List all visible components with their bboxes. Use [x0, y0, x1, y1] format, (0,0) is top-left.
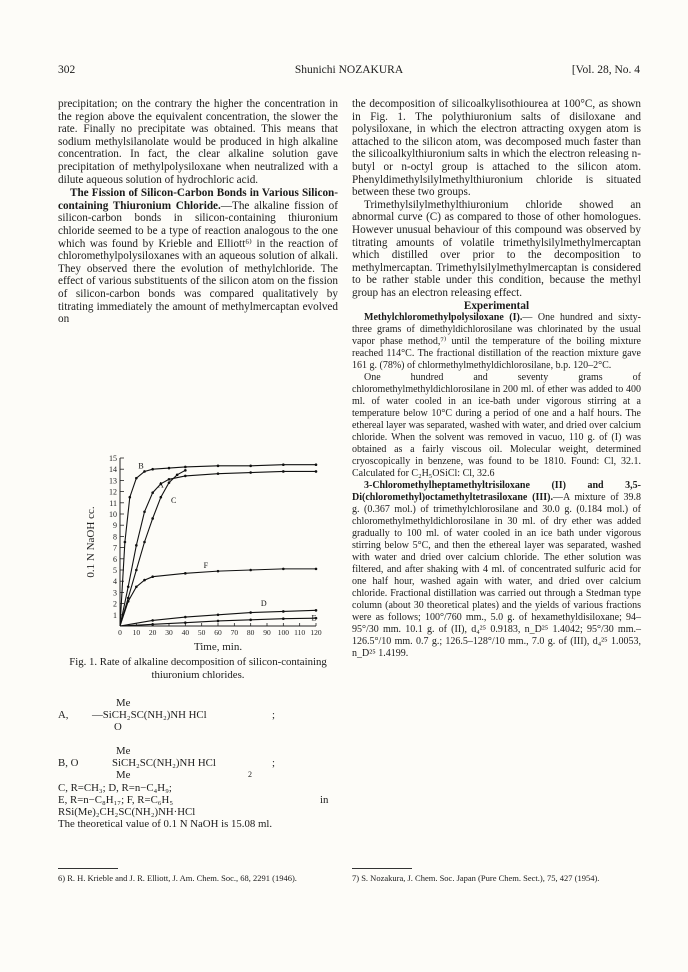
a-methyl-top: Me [116, 697, 131, 709]
y-axis-label: 0.1 N NaOH cc. [85, 506, 97, 578]
a-semicolon: ; [272, 709, 275, 721]
b-label: B, O [58, 757, 79, 769]
series-point-f [143, 579, 146, 582]
exp1-body: — One hundred and sixty-three grams of dimethyldichlorosilane was chlorinated by the usual vapor phase method,⁷⁾ until the temperature of the boiling mixture reached 114°C. The fractional distillation of the reaction mixture gave 161 g. (78%) of chlormethylmethyldichlorosilane, b.p. 120–2°C. [352, 312, 641, 372]
x-tick-label: 120 [310, 628, 322, 637]
exp3-body: —A mixture of 39.8 g. (0.367 mol.) of trimethylchlorosilane and 30.0 g. (0.184 mol.) of chloromethylmethyldichlorosilane in 30 ml. of dry ether was added gradually to 100 ml. of water cooled in an ice bath under vigorous stirring below 5°C, and then the ethereal layer was separated, washed with water and dried over calcium chloride. The ether solution was filtered, and after shaking with 4 ml. of concentrated sulfuric acid for one half hour, washed again with water, and dried over calcium chloride. Fractional distillation was carried out through a Stedman type column (about 30 theoretical plates) and the yields of various fractions were as follows; 100°/760 mm., 5.0 g. of hexamethyldisiloxane; 94–95°/30 mm. 10.1 g. of (II), d₄²⁵ 0.9183, n_D²⁵ 1.4042; 95°/30 mm.–126.5°/10 mm. 0.7 g.; 126.5–128°/10 mm., 7.0 g. of (III), d₄²⁵ 1.0053, n_D²⁵ 1.4199. [352, 492, 641, 660]
series-point-f [282, 568, 285, 571]
series-point-f [127, 600, 130, 603]
y-tick-label: 2 [113, 599, 117, 609]
series-point-b [282, 463, 285, 466]
line-e-f: E, R=n−C₈H₁₇; F, R=C₆H₅ [58, 794, 174, 806]
series-point-b [184, 466, 187, 469]
a-label: A, [58, 709, 69, 721]
exp-paragraph-2: One hundred and seventy grams of chloromethylmethyldichlorosilane in 200 ml. of ether was added to 400 ml. of water cooled in an ice-bath under vigorous stirring at a temperature below 10°C during a period of one and a half hours. The ethereal layer was separated, washed with water, and dried over calcium chloride. When the solvent was removed in vacuo, 110 g. of (I) was obtained as a fairly viscous oil. Molecular weight, determined cryoscopically in benzene, was found to be 1810. Found: Cl, 32.1. Calculated for C₂H₅OSiCl: Cl, 32.6 [352, 372, 641, 480]
y-tick-label: 11 [109, 498, 117, 508]
right-paragraph-2: Trimethylsilylmethylthiuronium chloride showed an abnormal curve (C) as compared to those of other homologues. However unusual behaviour of this compound was observed by titrating amounts of volatile trimethylsilylmethylmercaptan which distilled over prior to the decomposition to methylmercaptan. Trimethylsilylmethylmercaptan is considered to be rather stable under this condition, because the methyl group has an electron releasing effect. [352, 198, 641, 299]
series-point-c [143, 541, 146, 544]
running-author: Shunichi NOZAKURA [294, 64, 404, 76]
series-point-e [184, 621, 187, 624]
series-label-b: B [138, 461, 144, 471]
x-tick-label: 90 [263, 628, 271, 637]
series-point-a [151, 491, 154, 494]
series-point-a [143, 510, 146, 513]
y-tick-label: 15 [109, 454, 117, 463]
b-methyl-top: Me [116, 745, 131, 757]
series-point-a [249, 471, 252, 474]
series-label-f: F [203, 561, 209, 570]
series-point-d [249, 611, 252, 614]
left-paragraph-2 [58, 187, 338, 326]
footnote-rule-left [58, 868, 118, 869]
x-tick-label: 100 [277, 628, 289, 637]
x-tick-label: 60 [214, 628, 222, 637]
y-tick-label: 7 [113, 543, 117, 553]
left-paragraph-1: precipitation; on the contrary the higher the concentration in the region above the equivalent concentration, the slower the rate. Finally no precipitate was obtained. This means that sodium methylsilanolate would be produced in high alkaline concentration. In fact, the clear alkaline solution gave precipitation of methylpolysiloxane when neutralized with a dilute aqueous solution of hydrochloric acid. [58, 98, 338, 186]
series-point-a [315, 470, 318, 473]
x-tick-label: 30 [165, 628, 173, 637]
series-point-b [217, 465, 220, 468]
x-tick-label: 70 [230, 628, 239, 637]
x-tick-label: 80 [246, 628, 255, 637]
series-point-b [151, 468, 154, 471]
page-number: 302 [58, 64, 76, 76]
series-point-d [315, 609, 318, 612]
series-point-a [168, 478, 171, 481]
series-point-e [217, 620, 220, 623]
x-tick-label: 20 [148, 628, 157, 637]
y-tick-label: 14 [109, 465, 117, 475]
series-point-e [249, 619, 252, 622]
y-tick-label: 8 [113, 532, 117, 542]
x-tick-label: 10 [132, 628, 141, 637]
series-point-c [176, 474, 179, 477]
chart-plot-area [85, 454, 322, 652]
series-point-c [151, 517, 154, 520]
series-point-c [135, 569, 138, 572]
y-tick-label: 1 [113, 610, 117, 620]
y-tick-label: 12 [109, 487, 117, 497]
footnote-rule-right [352, 868, 412, 869]
figure-caption: Fig. 1. Rate of alkaline decomposition of silicon-containing thiuronium chlorides. [69, 656, 327, 681]
series-point-a [282, 470, 285, 473]
exp3-title: 3-Chloromethylheptamethyltrisiloxane (II) and 3,5-Di(chloromethyl)octamethyltetrasiloxane (III). [352, 480, 641, 504]
series-point-a [184, 475, 187, 478]
exp-paragraph-3 [352, 480, 641, 660]
series-point-f [184, 572, 187, 575]
series-point-f [315, 568, 318, 571]
line-e-f-in: in [320, 794, 329, 806]
y-tick-label: 5 [113, 566, 117, 575]
experimental-heading: Experimental [463, 299, 530, 312]
left-column [58, 98, 338, 326]
rate-chart [82, 452, 330, 652]
series-label-e: E [311, 613, 317, 623]
series-point-e [282, 617, 285, 620]
series-line-a [120, 471, 316, 626]
series-point-f [151, 575, 154, 578]
y-tick-label: 13 [109, 476, 117, 486]
series-point-c [168, 481, 171, 484]
series-point-d [184, 616, 187, 619]
footnote-6: 6) R. H. Krieble and J. R. Elliott, J. Am. Chem. Soc., 68, 2291 (1946). [58, 873, 297, 883]
x-tick-label: 110 [294, 628, 306, 637]
series-point-a [127, 586, 130, 589]
series-point-f [135, 586, 138, 589]
series-point-f [249, 569, 252, 572]
b-formula: SiCH₂SC(NH₂)NH HCl [112, 757, 216, 769]
b-semicolon: ; [272, 757, 275, 769]
section-title: The Fission of Silicon-Carbon Bonds in Various Silicon-containing Thiuronium Chloride. [58, 187, 338, 212]
series-point-d [151, 619, 154, 622]
series-line-f [120, 569, 316, 626]
series-point-f [217, 570, 220, 573]
series-point-c [160, 496, 163, 499]
x-tick-label: 40 [181, 628, 190, 637]
y-tick-label: 4 [113, 577, 117, 587]
right-paragraph-1: the decomposition of silicoalkylisothiourea at 100°C, as shown in Fig. 1. The polythiuronium salts of disiloxane and polysiloxane, in which the electron attracting oxygen atom is attached to the silicon atom, was decomposed much faster than the silicoalkylthiuronium salts in which the electron releasing n-butyl or n-octyl group is attached to the silicon atom. Phenyldimethylsilylmethylthiuronium chloride is situated between these two groups. [352, 98, 641, 199]
right-column [352, 98, 641, 660]
series-point-b [129, 496, 132, 499]
series-point-b [315, 463, 318, 466]
x-tick-label: 50 [197, 628, 206, 637]
series-point-a [217, 472, 220, 475]
exp1-title: Methylchloromethylpolysiloxane (I). [364, 312, 523, 324]
series-point-b [249, 465, 252, 468]
series-point-c [184, 469, 187, 472]
x-tick-label: 0 [118, 628, 122, 637]
series-point-b [135, 477, 138, 480]
series-point-b [143, 470, 146, 473]
page-header [58, 64, 640, 80]
x-axis-label: Time, min. [193, 641, 243, 652]
series-label-c: C [171, 496, 177, 506]
series-point-b [168, 467, 171, 470]
series-point-b [124, 541, 127, 544]
b-subscript: 2 [248, 770, 252, 779]
series-label-d: D [260, 599, 267, 609]
series-line-b [120, 465, 316, 626]
experimental-section [352, 312, 641, 660]
b-methyl-bottom: Me [116, 769, 131, 781]
series-point-a [135, 544, 138, 547]
a-oxygen: O [114, 721, 122, 733]
footnote-7: 7) S. Nozakura, J. Chem. Soc. Japan (Pure Chem. Sect.), 75, 427 (1954). [352, 873, 600, 883]
line-rsi: RSi(Me)₂CH₂SC(NH₂)NH·HCl [58, 806, 196, 818]
series-point-e [151, 623, 154, 626]
line-c-d: C, R=CH₃; D, R=n−C₄H₉; [58, 782, 172, 794]
exp-paragraph-1 [352, 312, 641, 372]
series-label-a: A [157, 480, 164, 490]
y-tick-label: 9 [113, 521, 117, 531]
series-point-d [282, 610, 285, 613]
volume-info: [Vol. 28, No. 4 [571, 64, 640, 76]
y-tick-label: 10 [109, 510, 117, 519]
section-body: —The alkaline fission of silicon-carbon bonds in silicon-containing thiuronium chloride seemed to be a type of reaction analogous to the one which was found by Krieble and Elliott⁶⁾ in the reaction of chloromethylpolysiloxanes with an aqueous solution of alkali. They observed there the evolution of methylchloride. The effect of various substituents of the silicon atom on the fission of silicon-carbon bonds was compared qualitatively by titrating immediately the amount of methylmercaptan evolved on [58, 199, 338, 326]
y-tick-label: 3 [113, 588, 117, 598]
a-formula: —SiCH₂SC(NH₂)NH HCl [92, 709, 207, 721]
theoretical-value: The theoretical value of 0.1 N NaOH is 15.08 ml. [58, 818, 273, 830]
y-tick-label: 6 [113, 554, 117, 564]
series-point-d [217, 614, 220, 617]
